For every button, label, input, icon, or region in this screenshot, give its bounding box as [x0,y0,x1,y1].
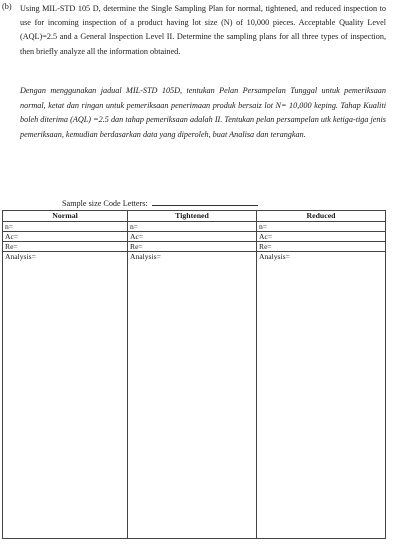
reduced-n-cell[interactable]: n= [257,222,386,232]
tightened-n-cell[interactable]: n= [128,222,257,232]
reduced-analysis-cell[interactable]: Analysis= [257,252,386,539]
header-tightened: Tightened [128,211,257,222]
header-reduced: Reduced [257,211,386,222]
normal-ac-cell[interactable]: Ac= [3,232,128,242]
normal-n-cell[interactable]: n= [3,222,128,232]
tightened-ac-cell[interactable]: Ac= [128,232,257,242]
sampling-plan-table [2,210,386,539]
question-text-malay: Dengan menggunakan jadual MIL-STD 105D, tentukan Pelan Persampelan Tunggal untuk pemeriksaan normal, ketat dan ringan untuk pemeriksaan penerimaan produk bersaiz lot N= 10,000 keping. Tahap Kualiti boleh diterima (AQL) =2.5 dan tahap pemeriksaan adalah II. Tentukan pelan persampelan utk ketiga-tiga jenis pemeriksaan, kemudian berdasarkan data yang diperoleh, buat Analisa dan terangkan. [20,86,386,139]
normal-analysis-cell[interactable]: Analysis= [3,252,128,539]
question-label: (b) [2,2,12,11]
reduced-re-cell[interactable]: Re= [257,242,386,252]
header-normal: Normal [3,211,128,222]
normal-re-cell[interactable]: Re= [3,242,128,252]
sample-size-row [62,196,258,208]
tightened-re-cell[interactable]: Re= [128,242,257,252]
sample-size-label: Sample size Code Letters: [62,199,148,208]
sample-size-answer-line[interactable] [152,196,258,206]
question-text-english: Using MIL-STD 105 D, determine the Single Sampling Plan for normal, tightened, and reduced inspection to use for incoming inspection of a product having lot size (N) of 10,000 pieces. Acceptable Quality Level (AQL)=2.5 and a General Inspection Level II. Determine the sampling plans for all three types of inspection, then briefly analyze all the information obtained. [20,4,386,56]
reduced-ac-cell[interactable]: Ac= [257,232,386,242]
tightened-analysis-cell[interactable]: Analysis= [128,252,257,539]
